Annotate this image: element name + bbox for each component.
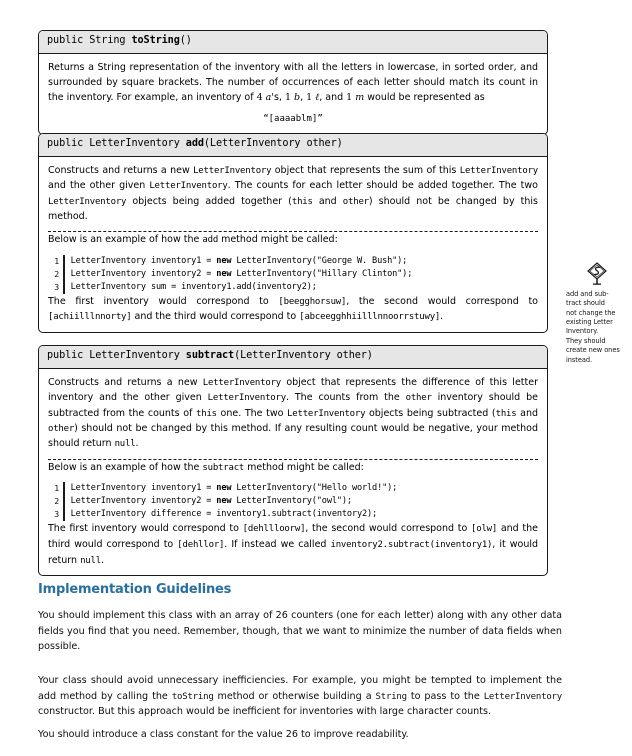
listing-rule: [63, 482, 65, 495]
intro-text-1: Below is an example of how the: [48, 461, 203, 473]
para2-text-2: method or otherwise building a: [213, 690, 376, 702]
description-paragraph: [48, 60, 538, 106]
code-pre: LetterInventory inventory1 =: [70, 255, 217, 266]
section-heading-implementation-guidelines: Implementation Guidelines: [38, 582, 232, 597]
code-keyword: new: [216, 496, 232, 507]
example-result-add: [48, 294, 538, 325]
desc-var-2: b: [294, 92, 301, 104]
result-text-2: , the second would correspond to: [346, 295, 538, 307]
desc-text-9: .: [135, 438, 139, 450]
intro-code-1: add: [202, 235, 219, 246]
result-code-3: [dehllor]: [177, 540, 225, 551]
margin-note-line: not change the: [566, 308, 616, 317]
code-text: [71, 482, 398, 495]
method-description-subtract: [39, 369, 547, 575]
desc-code-1: LetterInventory: [193, 165, 272, 176]
code-pre: LetterInventory difference = inventory1.subtract(inventory2);: [70, 509, 378, 520]
code-pre: LetterInventory inventory2 =: [70, 496, 217, 507]
signature-prefix: public LetterInventory: [47, 350, 186, 361]
code-keyword: new: [216, 483, 232, 494]
desc-text-3: . The counts from the: [285, 392, 406, 404]
desc-text-8: ) should not be changed by this method. If any resulting count would be negative, your method should return: [48, 422, 538, 450]
margin-note-line: They should: [566, 336, 606, 345]
code-text: [71, 268, 413, 281]
example-intro-add: [48, 232, 538, 248]
method-signature-add: [39, 134, 547, 157]
listing-rule: [63, 268, 65, 281]
desc-text-2: object that represents the sum of this: [271, 164, 460, 176]
signature-suffix: (): [179, 35, 192, 46]
desc-text-3: ,: [300, 92, 307, 104]
line-number: 2: [54, 496, 59, 507]
result-text-2: , the second would correspond to: [305, 523, 472, 535]
tostring-example-output: “[aaaablm]”: [263, 114, 323, 125]
desc-code-6: this: [495, 408, 517, 419]
listing-rule: [63, 508, 65, 521]
result-code-3: [abceegghhiilllnnoorrstuwy]: [299, 312, 441, 323]
desc-code-4: this: [196, 408, 217, 419]
result-code-2: [olw]: [471, 524, 498, 535]
desc-text-1: Returns a String representation of the inventory with all the letters in lowercase, in sorted order, and surrounded by square brackets. The number of occurrences of each letter should match its count in the inventory. For example, an inventory of: [48, 61, 538, 104]
code-post: LetterInventory("owl");: [231, 496, 352, 507]
result-code-4: inventory2.subtract(inventory1): [330, 540, 493, 551]
code-line: [48, 255, 538, 268]
line-number: 3: [54, 509, 59, 520]
desc-text-5: objects being added together (: [126, 195, 292, 207]
example-intro-subtract: [48, 460, 538, 476]
result-code-2: [achiilllnnorty]: [48, 312, 132, 323]
code-text: [71, 495, 352, 508]
method-spec-box-add: [38, 133, 548, 333]
desc-code-3: other: [405, 393, 432, 404]
method-signature-subtract: [39, 346, 547, 369]
code-listing-add: [48, 255, 538, 294]
code-post: LetterInventory("Hillary Clinton");: [231, 268, 413, 279]
description-paragraph: [48, 163, 538, 224]
result-text-1: The first inventory would correspond to: [48, 295, 279, 307]
margin-note-line: create new ones: [566, 346, 620, 355]
method-description-add: [39, 157, 547, 332]
guidelines-paragraph-1: You should implement this class with an array of 26 counters (one for each letter) along with any other data fields you find that you need. Remember, though, that we want to minimize the number of data fields when possible.: [38, 610, 562, 653]
result-text-1: The first inventory would correspond to: [48, 523, 243, 535]
method-description-tostring: [39, 54, 547, 134]
para2-text-3: to pass to the: [406, 690, 484, 702]
signature-prefix: public LetterInventory: [47, 138, 186, 149]
line-number: 2: [54, 268, 59, 279]
desc-text-7: and: [516, 407, 538, 419]
desc-code-1: LetterInventory: [202, 377, 282, 388]
desc-code-7: other: [48, 423, 75, 434]
margin-note-line: instead.: [566, 355, 593, 364]
code-line: [48, 495, 538, 508]
result-text-6: .: [100, 554, 104, 566]
para2-code-3: LetterInventory: [483, 691, 562, 702]
code-post: LetterInventory("George W. Bush");: [231, 255, 408, 266]
signature-suffix: (LetterInventory other): [234, 350, 373, 361]
desc-text-2: object that represents the difference of this letter inventory and the other given: [48, 376, 538, 404]
listing-rule: [63, 281, 65, 294]
desc-code-3: LetterInventory: [149, 181, 228, 192]
code-line: [48, 482, 538, 495]
desc-text-1: Constructs and returns a new: [48, 376, 203, 388]
line-number: 1: [54, 483, 59, 494]
desc-text-4: inventory should be subtracted from the counts of: [48, 392, 538, 419]
method-signature-tostring: [39, 31, 547, 54]
desc-text-1: Constructs and returns a new: [48, 164, 194, 176]
desc-var-3: ℓ: [315, 92, 320, 104]
code-line: [48, 268, 538, 281]
desc-text-6: objects being subtracted (: [365, 407, 496, 419]
desc-code-5: this: [291, 196, 313, 207]
signature-suffix: (LetterInventory other): [203, 138, 343, 149]
signature-prefix: public String: [47, 35, 132, 46]
margin-note-line: Inventory.: [566, 327, 599, 336]
desc-num-3: 1: [306, 92, 313, 104]
desc-text-6: and: [312, 195, 343, 207]
code-post: LetterInventory("Hello world!");: [231, 483, 398, 494]
dangerous-bend-sign-icon: [586, 262, 608, 286]
desc-text-5: would be represented as: [364, 92, 485, 104]
desc-code-2: LetterInventory: [207, 393, 286, 404]
example-result-subtract: [48, 521, 538, 568]
method-spec-box-tostring: [38, 30, 548, 135]
code-line: [48, 281, 538, 294]
code-text: [71, 281, 317, 294]
desc-var-1: a: [265, 92, 272, 104]
desc-text-7: ) should not be changed by this method.: [48, 195, 538, 222]
description-paragraph: [48, 375, 538, 452]
desc-code-4: LetterInventory: [48, 196, 127, 207]
signature-method-name: toString: [131, 35, 180, 46]
code-listing-subtract: [48, 482, 538, 521]
code-pre: LetterInventory inventory1 =: [70, 483, 217, 494]
intro-text-2: method might be called:: [218, 234, 338, 246]
para2-text-4: constructor. But this approach would be inefficient for inventories with large character counts.: [38, 706, 492, 718]
listing-rule: [63, 495, 65, 508]
code-keyword: new: [216, 255, 232, 266]
signature-method-name: subtract: [185, 350, 235, 361]
method-spec-box-subtract: [38, 345, 548, 576]
result-text-4: .: [440, 311, 444, 323]
desc-code-2: LetterInventory: [459, 165, 539, 176]
para2-text-1: Your class should avoid unnecessary inefficiencies. For example, you might be tempted to implement the add method by calling the: [38, 675, 562, 702]
desc-num-2: 1: [284, 92, 291, 104]
result-text-3: and the third would correspond to: [131, 311, 300, 323]
desc-text-2: 's,: [271, 92, 285, 104]
guidelines-paragraph-2: [38, 673, 562, 720]
intro-text-2: method might be called:: [244, 461, 364, 473]
result-code-1: [beegghorsuw]: [278, 296, 347, 307]
guidelines-paragraph-3: You should introduce a class constant for the value 26 to improve readability.: [38, 729, 409, 740]
desc-num-1: 4: [256, 92, 263, 104]
listing-rule: [63, 255, 65, 268]
desc-text-4: , and: [319, 92, 347, 104]
intro-text-1: Below is an example of how the: [48, 234, 203, 246]
margin-note-line: add and sub-: [566, 290, 609, 298]
desc-var-4: m: [355, 92, 365, 104]
margin-note-line: tract should: [566, 299, 605, 308]
margin-note-line: existing Letter: [566, 318, 613, 327]
desc-text-4: . The counts for each letter should be added together. The two: [227, 180, 538, 192]
desc-text-5: one. The two: [216, 407, 288, 419]
result-text-3: and the third would correspond to: [48, 523, 538, 551]
code-keyword: new: [216, 268, 232, 279]
margin-note-warning: [566, 262, 628, 365]
code-pre: LetterInventory inventory2 =: [70, 268, 217, 279]
para2-code-1: toString: [171, 691, 214, 702]
para2-code-2: String: [375, 691, 407, 702]
code-line: [48, 508, 538, 521]
code-pre: LetterInventory sum = inventory1.add(inventory2);: [70, 281, 317, 292]
line-number: 3: [54, 281, 59, 292]
result-text-4: . If instead we called: [224, 539, 331, 551]
line-number: 1: [54, 255, 59, 266]
code-text: [71, 255, 408, 268]
desc-code-8: null: [114, 439, 136, 450]
intro-code-1: subtract: [202, 462, 245, 473]
signature-method-name: add: [185, 138, 204, 149]
desc-text-3: and the other given: [48, 180, 150, 192]
result-code-1: [dehllloorw]: [242, 524, 306, 535]
result-text-5: , it would return: [48, 539, 539, 566]
desc-num-4: 1: [346, 92, 353, 104]
desc-code-5: LetterInventory: [287, 408, 366, 419]
result-code-5: null: [80, 555, 101, 566]
desc-code-6: other: [342, 196, 369, 207]
code-text: [71, 508, 377, 521]
